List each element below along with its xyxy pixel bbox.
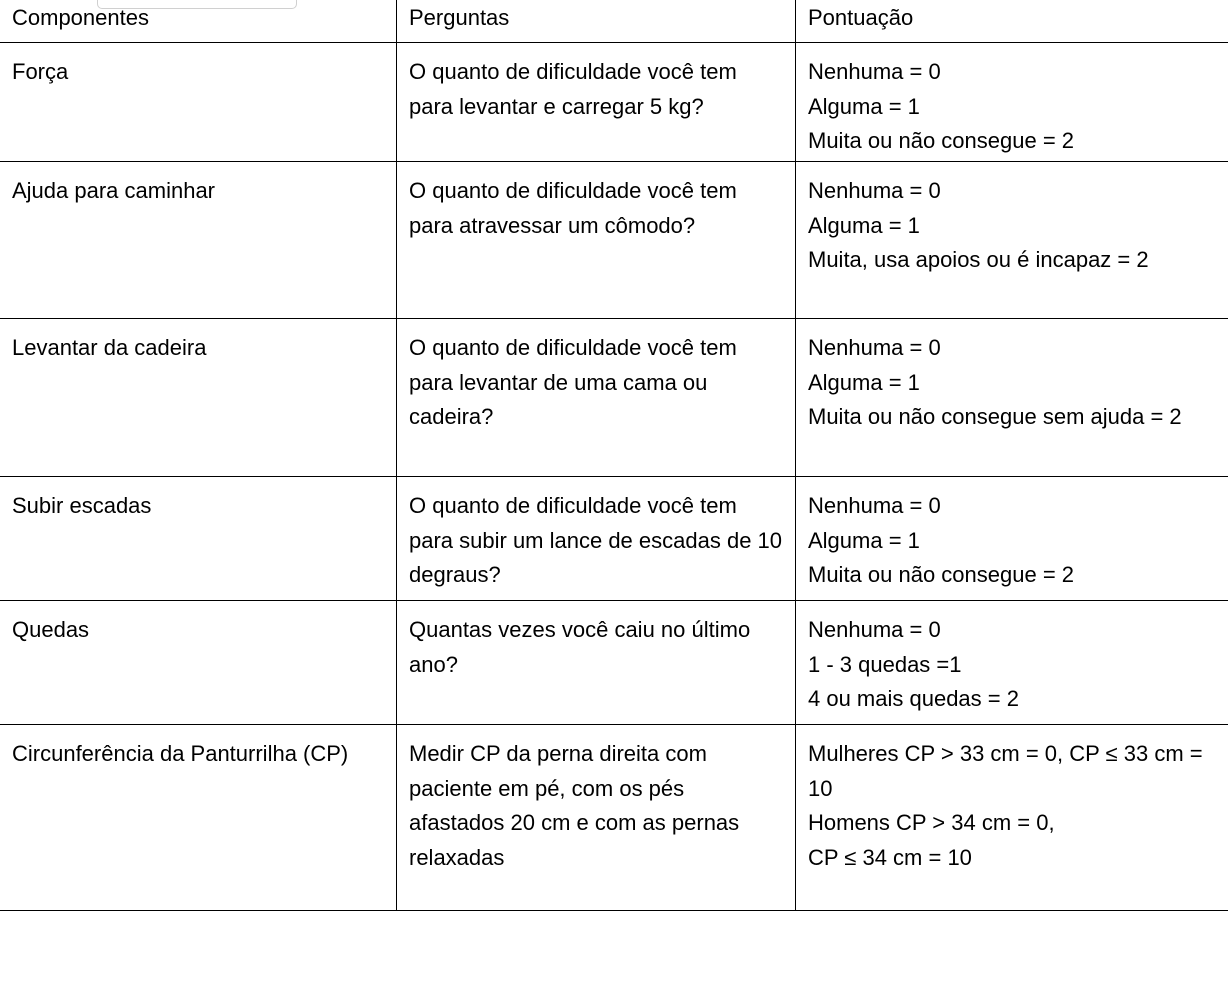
score-line: Muita ou não consegue = 2 <box>808 128 1075 153</box>
component-cell: Força <box>0 43 397 162</box>
score-line: Alguma = 1 <box>808 369 920 395</box>
score-cell <box>796 162 1228 319</box>
component-cell: Ajuda para caminhar <box>0 162 397 319</box>
score-line: Muita ou não consegue = 2 <box>808 562 1075 587</box>
header-row <box>0 0 1228 43</box>
table-row <box>0 319 1228 477</box>
score-line: Mulheres CP > 33 cm = 0, CP ≤ 33 cm = 10 <box>808 741 1203 801</box>
header-components: Componentes <box>0 0 397 43</box>
component-cell: Subir escadas <box>0 477 397 601</box>
question-cell: Medir CP da perna direita com paciente em pé, com os pés afastados 20 cm e com as pernas relaxadas <box>397 725 796 911</box>
score-line: Muita ou não consegue sem ajuda = 2 <box>808 404 1182 429</box>
component-cell: Circunferência da Panturrilha (CP) <box>0 725 397 911</box>
question-cell: O quanto de dificuldade você tem para atravessar um cômodo? <box>397 162 796 319</box>
score-line: 4 ou mais quedas = 2 <box>808 686 1019 711</box>
component-cell: Quedas <box>0 601 397 725</box>
table-row <box>0 601 1228 725</box>
score-line: Nenhuma = 0 <box>808 178 941 203</box>
component-cell: Levantar da cadeira <box>0 319 397 477</box>
score-line: Alguma = 1 <box>808 527 920 553</box>
score-cell <box>796 319 1228 477</box>
score-cell <box>796 477 1228 601</box>
score-cell <box>796 601 1228 725</box>
score-line: Nenhuma = 0 <box>808 335 941 360</box>
score-line: Nenhuma = 0 <box>808 493 941 518</box>
score-line: Nenhuma = 0 <box>808 59 941 84</box>
question-cell: O quanto de dificuldade você tem para levantar e carregar 5 kg? <box>397 43 796 162</box>
score-line: Nenhuma = 0 <box>808 617 941 642</box>
header-questions: Perguntas <box>397 0 796 43</box>
table-row <box>0 477 1228 601</box>
score-cell <box>796 725 1228 911</box>
score-line: Alguma = 1 <box>808 93 920 119</box>
score-line: 1 - 3 quedas =1 <box>808 651 962 677</box>
question-cell: O quanto de dificuldade você tem para subir um lance de escadas de 10 degraus? <box>397 477 796 601</box>
score-line: Homens CP > 34 cm = 0, <box>808 810 1055 835</box>
question-cell: O quanto de dificuldade você tem para levantar de uma cama ou cadeira? <box>397 319 796 477</box>
question-cell: Quantas vezes você caiu no último ano? <box>397 601 796 725</box>
score-line: Muita, usa apoios ou é incapaz = 2 <box>808 247 1149 272</box>
table-row <box>0 43 1228 162</box>
table-row <box>0 162 1228 319</box>
table-row <box>0 725 1228 911</box>
score-cell <box>796 43 1228 162</box>
header-score: Pontuação <box>796 0 1228 43</box>
score-line: CP ≤ 34 cm = 10 <box>808 844 972 870</box>
score-line: Alguma = 1 <box>808 212 920 238</box>
